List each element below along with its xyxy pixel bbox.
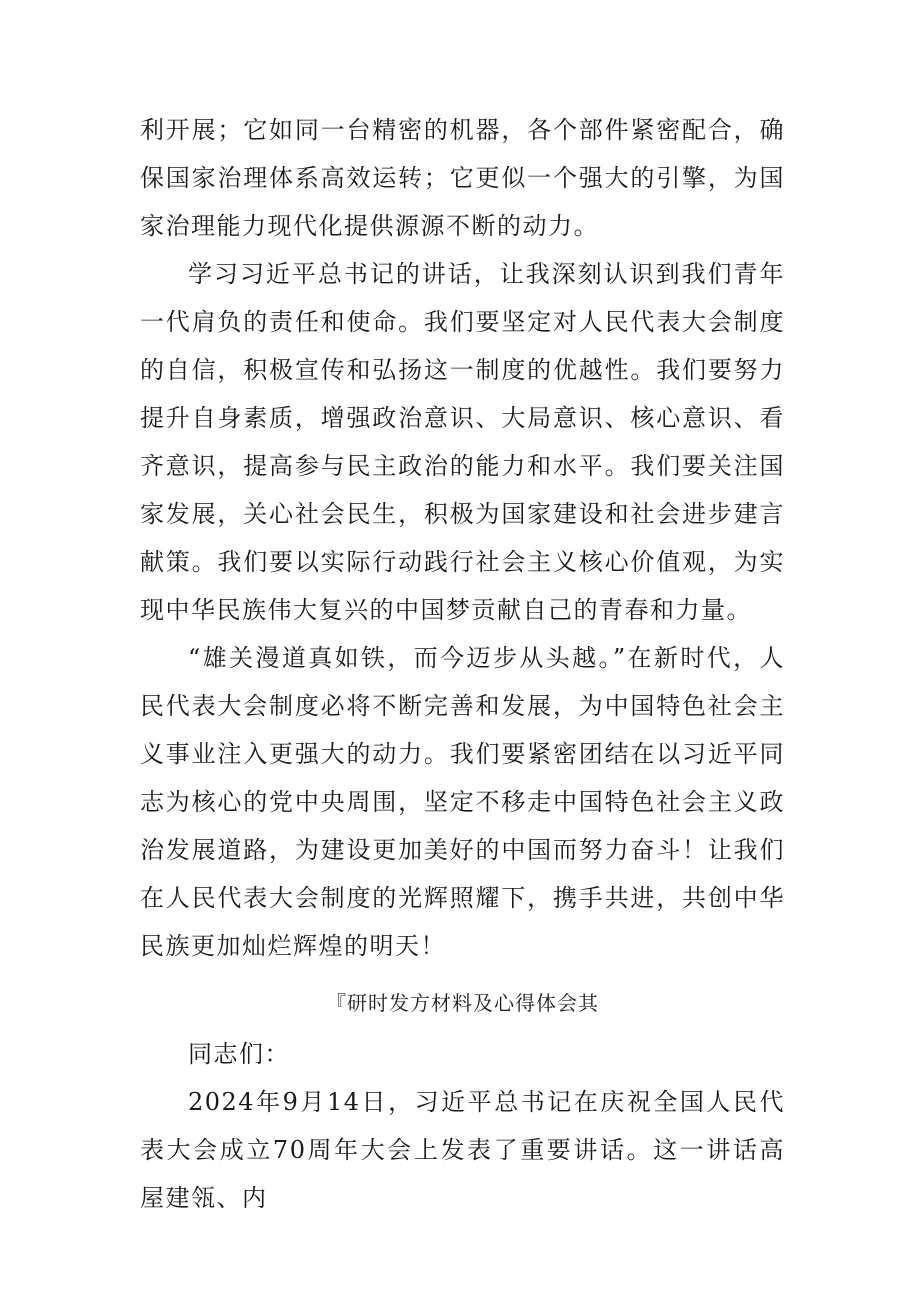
section-title: 『研时发方材料及心得体会其 — [326, 991, 599, 1015]
paragraph-youth-responsibility: 学习习近平总书记的讲话，让我深刻认识到我们青年一代肩负的责任和使命。我们要坚定对人民代表大会制度的自信，积极宣传和弘扬这一制度的优越性。我们要努力提升自身素质，增强政治意识、大局意识、核心意识、看齐意识，提高参与民主政治的能力和水平。我们要关注国家发展，关心社会民生，积极为国家建设和社会进步建言献策。我们要以实际行动践行社会主义核心价值观，为实现中华民族伟大复兴的中国梦贡献自己的青春和力量。 — [140, 260, 785, 624]
paragraph-continuation: 利开展；它如同一台精密的机器，各个部件紧密配合，确保国家治理体系高效运转；它更似一个强大的引擎，为国家治理能力现代化提供源源不断的动力。 — [140, 116, 785, 240]
salutation: 同志们： — [188, 1040, 290, 1068]
body-text-top — [140, 106, 785, 970]
body-text-bottom — [140, 1030, 785, 1222]
paragraph-opening: 2024年9月14日，习近平总书记在庆祝全国人民代表大会成立70周年大会上发表了重要讲话。这一讲话高屋建瓴、内 — [140, 1088, 785, 1212]
paragraph-closing: “雄关漫道真如铁，而今迈步从头越。”在新时代，人民代表大会制度必将不断完善和发展，为中国特色社会主义事业注入更强大的动力。我们要紧密团结在以习近平同志为核心的党中央周围，坚定不移走中国特色社会主义政治发展道路，为建设更加美好的中国而努力奋斗！让我们在人民代表大会制度的光辉照耀下，携手共进，共创中华民族更加灿烂辉煌的明天！ — [140, 644, 785, 960]
